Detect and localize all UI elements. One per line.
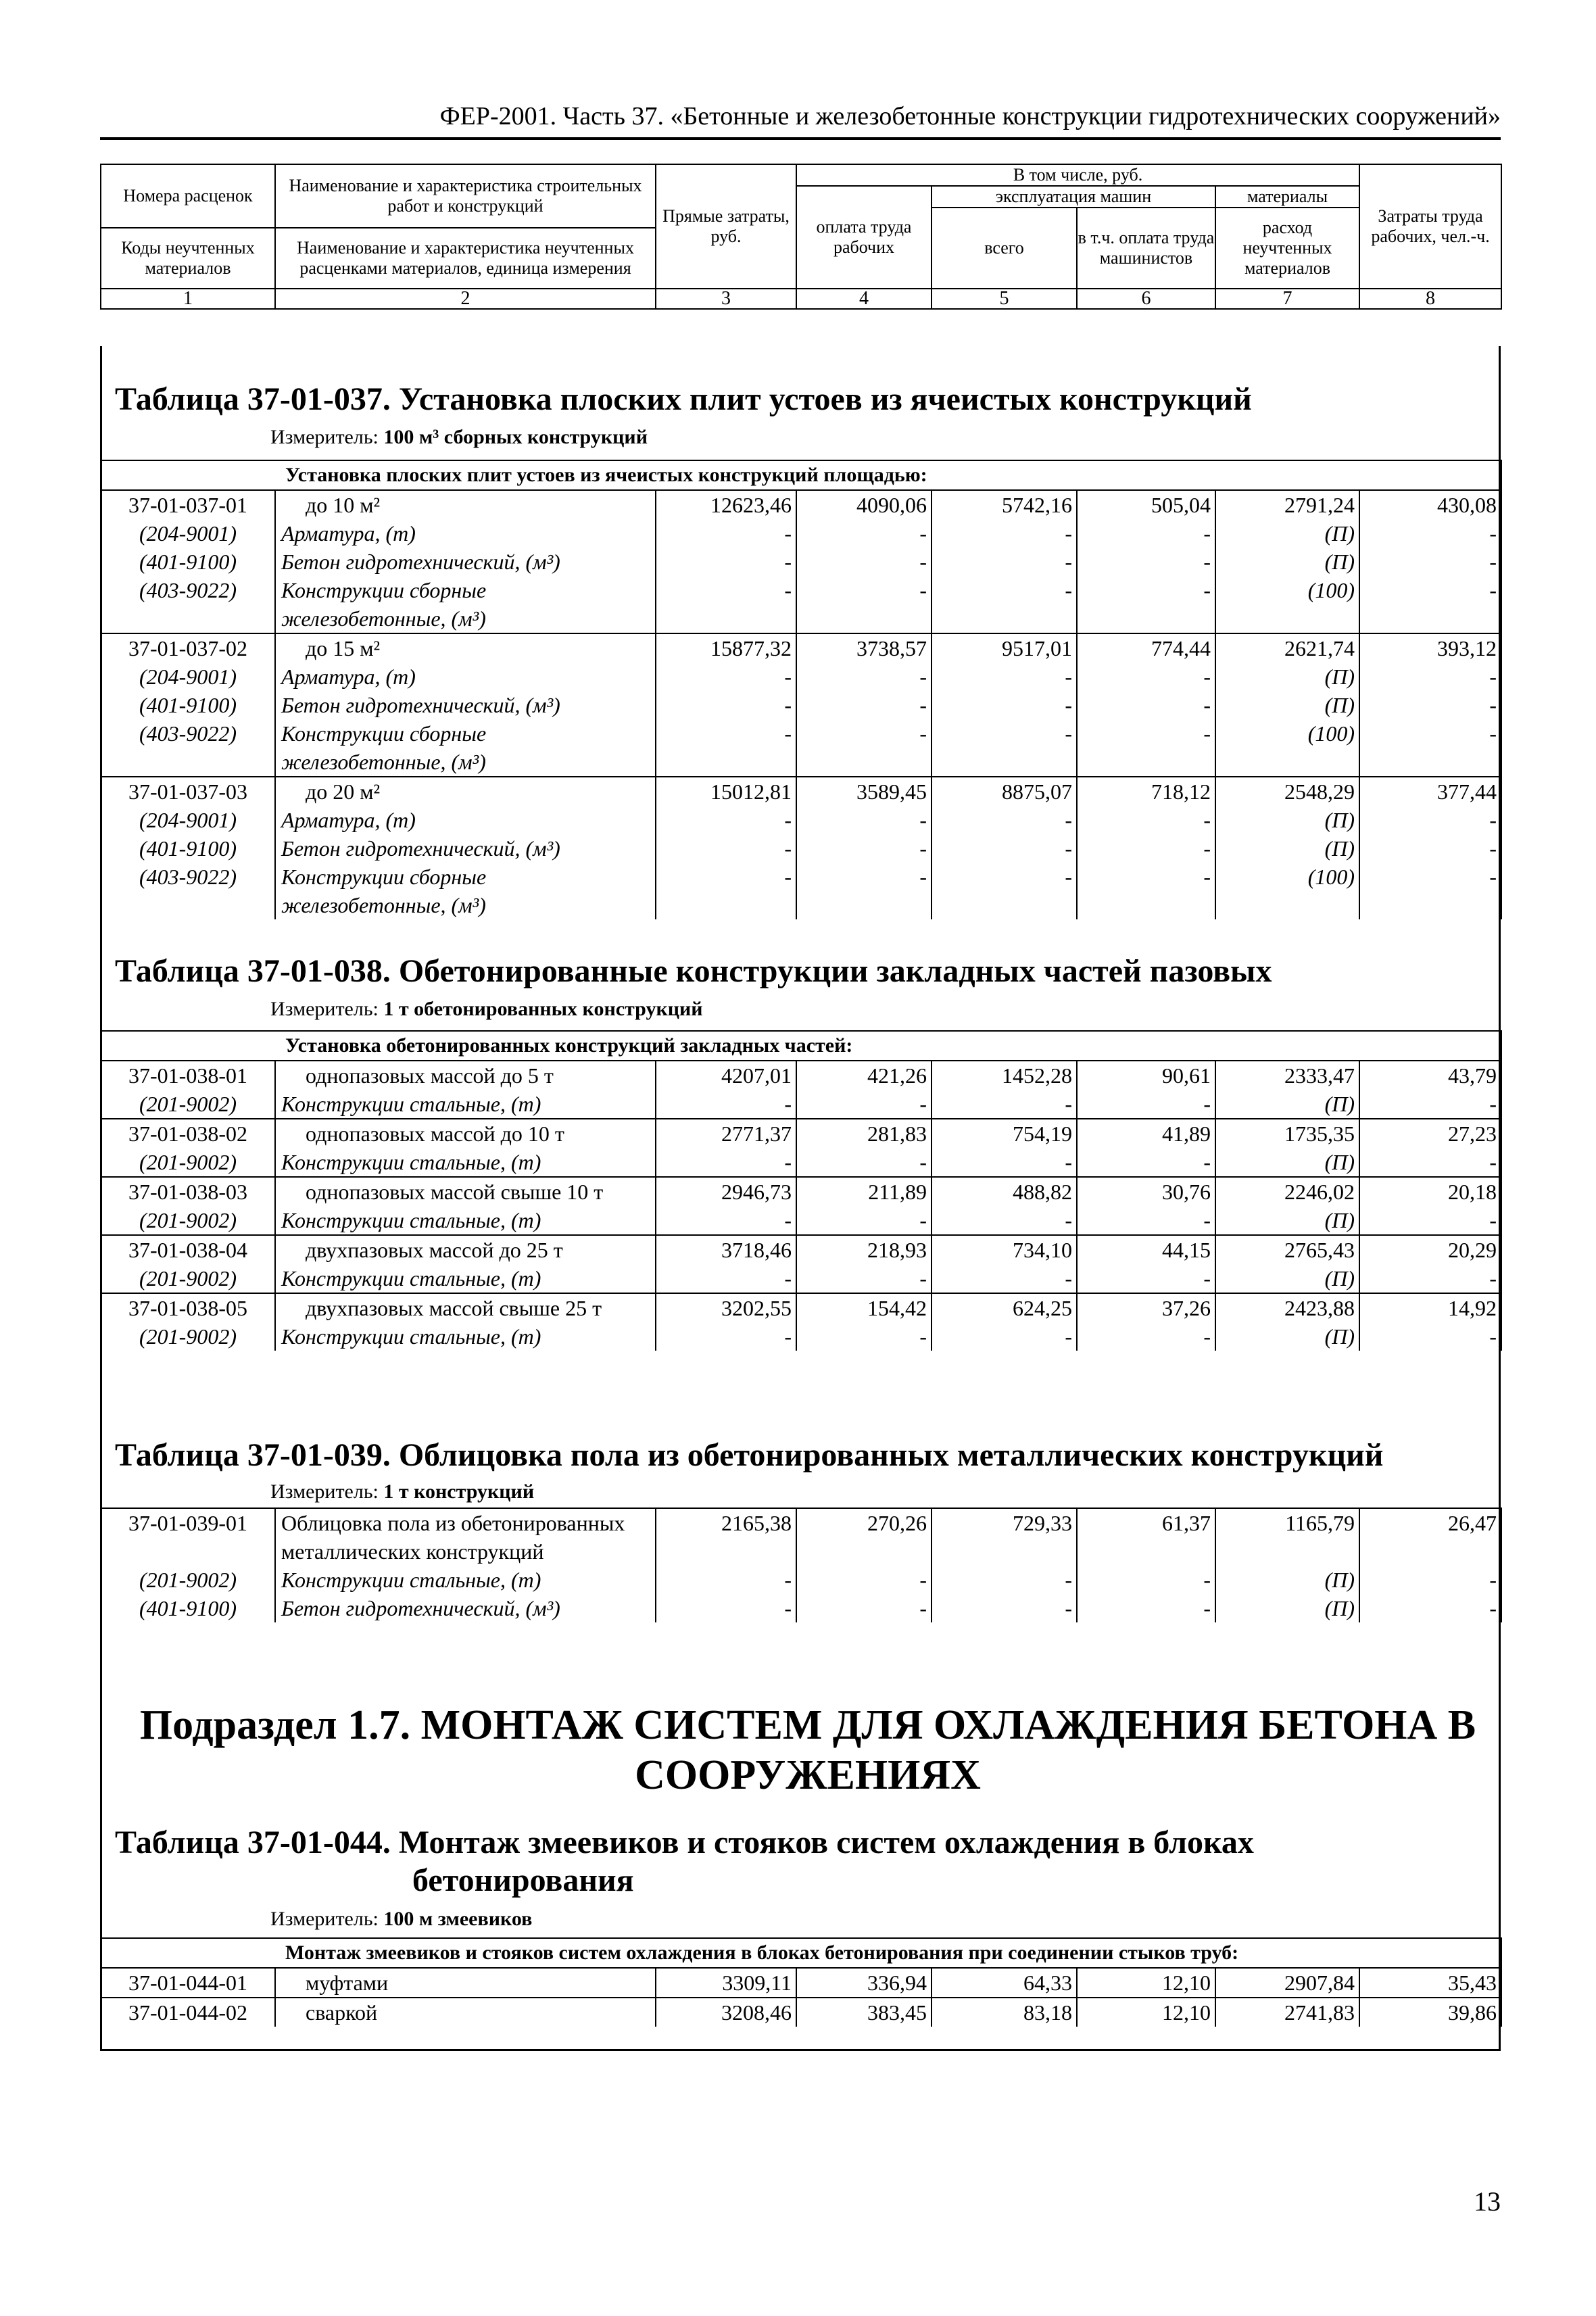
- rate-row: [101, 633, 1501, 662]
- cell-c5: -: [932, 1594, 1077, 1622]
- cell-c5: -: [932, 1090, 1077, 1119]
- cell-name: Конструкции стальные, (т): [275, 1206, 656, 1235]
- header-labor-costs: Затраты труда рабочих, чел.-ч.: [1359, 164, 1501, 289]
- header-rule: [100, 137, 1501, 140]
- cell-c4: 4090,06: [796, 490, 932, 519]
- cell-c8: 430,08: [1359, 490, 1501, 519]
- cell-code: (401-9100): [101, 834, 275, 863]
- col-number: 3: [656, 289, 796, 309]
- cell-c5: -: [932, 548, 1077, 576]
- cell-code: (201-9002): [101, 1322, 275, 1351]
- cell-c8: 14,92: [1359, 1293, 1501, 1322]
- header-wages: оплата труда рабочих: [796, 186, 932, 289]
- cell-c6: -: [1077, 719, 1215, 777]
- col-number: 2: [275, 289, 656, 309]
- cell-c4: 211,89: [796, 1177, 932, 1206]
- running-title: ФЕР-2001. Часть 37. «Бетонные и железобетонные конструкции гидротехнических сооружений»: [439, 102, 1501, 130]
- cell-c3: -: [656, 691, 796, 719]
- cell-c8: -: [1359, 519, 1501, 548]
- header-unaccounted-materials: расход неучтенных материалов: [1215, 208, 1359, 289]
- cell-c6: -: [1077, 548, 1215, 576]
- cell-c4: -: [796, 1206, 932, 1235]
- cell-name: однопазовых массой до 5 т: [275, 1061, 656, 1090]
- cell-c7: 1735,35: [1215, 1119, 1359, 1148]
- cell-c4: -: [796, 519, 932, 548]
- table-044-measure: Измеритель: 100 м змеевиков: [270, 1908, 533, 1930]
- material-row: [101, 691, 1501, 719]
- rate-row: [101, 490, 1501, 519]
- rate-row: [101, 1235, 1501, 1264]
- rate-row: [101, 1061, 1501, 1090]
- cell-code: 37-01-037-03: [101, 777, 275, 806]
- cell-c3: 4207,01: [656, 1061, 796, 1090]
- subsection-line2: СООРУЖЕНИЯХ: [635, 1752, 981, 1798]
- cell-c4: -: [796, 1148, 932, 1177]
- cell-c3: 15012,81: [656, 777, 796, 806]
- cell-name: Арматура, (т): [275, 662, 656, 691]
- cell-c8: -: [1359, 1090, 1501, 1119]
- cell-c7: (П): [1215, 806, 1359, 834]
- cell-c6: -: [1077, 576, 1215, 633]
- cell-c8: 377,44: [1359, 777, 1501, 806]
- cell-c7: 2791,24: [1215, 490, 1359, 519]
- cell-c8: -: [1359, 1594, 1501, 1622]
- material-row: [101, 576, 1501, 633]
- table-039-measure: Измеритель: 1 т конструкций: [270, 1480, 535, 1503]
- cell-c4: -: [796, 863, 932, 919]
- cell-code: (201-9002): [101, 1206, 275, 1235]
- table-044: [100, 1937, 1502, 2027]
- cell-c4: 383,45: [796, 1998, 932, 2027]
- cell-c8: 43,79: [1359, 1061, 1501, 1090]
- cell-c8: 26,47: [1359, 1508, 1501, 1566]
- cell-c5: 624,25: [932, 1293, 1077, 1322]
- col-number: 8: [1359, 289, 1501, 309]
- material-row: [101, 806, 1501, 834]
- cell-c7: (П): [1215, 834, 1359, 863]
- table-038: [100, 1030, 1502, 1351]
- cell-c6: 90,61: [1077, 1061, 1215, 1090]
- header-machines: эксплуатация машин: [932, 186, 1215, 208]
- material-row: [101, 662, 1501, 691]
- cell-c3: -: [656, 662, 796, 691]
- cell-c8: 35,43: [1359, 1968, 1501, 1998]
- cell-c3: -: [656, 519, 796, 548]
- cell-c8: -: [1359, 863, 1501, 919]
- cell-code: (401-9100): [101, 691, 275, 719]
- cell-c3: -: [656, 1264, 796, 1293]
- cell-c7: (П): [1215, 691, 1359, 719]
- cell-c5: -: [932, 719, 1077, 777]
- cell-name: Конструкции сборные железобетонные, (м³): [275, 576, 656, 633]
- cell-c3: -: [656, 1090, 796, 1119]
- material-row: [101, 548, 1501, 576]
- cell-c8: -: [1359, 1148, 1501, 1177]
- cell-name: Конструкции сборные железобетонные, (м³): [275, 863, 656, 919]
- table-caption: Установка обетонированных конструкций закладных частей:: [101, 1031, 1501, 1061]
- cell-name: Конструкции сборные железобетонные, (м³): [275, 719, 656, 777]
- table-038-measure: Измеритель: 1 т обетонированных конструкций: [270, 998, 703, 1020]
- cell-c5: -: [932, 519, 1077, 548]
- cell-c6: 41,89: [1077, 1119, 1215, 1148]
- col-number: 7: [1215, 289, 1359, 309]
- cell-c7: (П): [1215, 1594, 1359, 1622]
- cell-code: 37-01-038-02: [101, 1119, 275, 1148]
- cell-c4: -: [796, 719, 932, 777]
- material-row: [101, 1264, 1501, 1293]
- cell-c4: -: [796, 1594, 932, 1622]
- cell-c7: (П): [1215, 1206, 1359, 1235]
- cell-name: Конструкции стальные, (т): [275, 1566, 656, 1594]
- cell-c8: 20,18: [1359, 1177, 1501, 1206]
- cell-name: до 15 м²: [275, 633, 656, 662]
- cell-c6: -: [1077, 662, 1215, 691]
- cell-c3: 2771,37: [656, 1119, 796, 1148]
- cell-code: (201-9002): [101, 1264, 275, 1293]
- cell-c3: 3309,11: [656, 1968, 796, 1998]
- cell-c6: -: [1077, 863, 1215, 919]
- cell-c7: (П): [1215, 1264, 1359, 1293]
- cell-c6: 44,15: [1077, 1235, 1215, 1264]
- cell-c5: 729,33: [932, 1508, 1077, 1566]
- table-caption: Установка плоских плит устоев из ячеистых конструкций площадью:: [101, 460, 1501, 490]
- cell-name: Бетон гидротехнический, (м³): [275, 1594, 656, 1622]
- cell-code: (201-9002): [101, 1148, 275, 1177]
- header-material-name: Наименование и характеристика неучтенных расценками материалов, единица измерения: [275, 228, 656, 289]
- rate-row: [101, 1968, 1501, 1998]
- cell-c6: -: [1077, 691, 1215, 719]
- cell-c4: 218,93: [796, 1235, 932, 1264]
- cell-c4: -: [796, 1090, 932, 1119]
- cell-c8: 393,12: [1359, 633, 1501, 662]
- cell-c5: -: [932, 1206, 1077, 1235]
- col-number: 6: [1077, 289, 1215, 309]
- cell-c3: -: [656, 1566, 796, 1594]
- rate-row: [101, 1508, 1501, 1566]
- cell-code: (204-9001): [101, 519, 275, 548]
- col-number: 4: [796, 289, 932, 309]
- table-038-title: Таблица 37-01-038. Обетонированные конструкции закладных частей пазовых: [115, 953, 1272, 989]
- cell-c5: 8875,07: [932, 777, 1077, 806]
- cell-c3: -: [656, 1594, 796, 1622]
- cell-c7: (П): [1215, 662, 1359, 691]
- cell-code: (403-9022): [101, 863, 275, 919]
- cell-c3: 3718,46: [656, 1235, 796, 1264]
- cell-c4: 421,26: [796, 1061, 932, 1090]
- cell-name: Арматура, (т): [275, 806, 656, 834]
- header-machinist-wages: в т.ч. оплата труда машинистов: [1077, 208, 1215, 289]
- cell-c6: -: [1077, 1566, 1215, 1594]
- cell-c6: 718,12: [1077, 777, 1215, 806]
- header-materials: материалы: [1215, 186, 1359, 208]
- table-039-title: Таблица 37-01-039. Облицовка пола из обетонированных металлических конструкций: [115, 1437, 1384, 1473]
- cell-c5: -: [932, 1148, 1077, 1177]
- cell-c4: -: [796, 1264, 932, 1293]
- cell-c6: 12,10: [1077, 1968, 1215, 1998]
- col-number: 5: [932, 289, 1077, 309]
- cell-c7: (П): [1215, 548, 1359, 576]
- cell-name: Бетон гидротехнический, (м³): [275, 834, 656, 863]
- cell-c8: -: [1359, 1322, 1501, 1351]
- cell-code: 37-01-038-01: [101, 1061, 275, 1090]
- cell-c7: 2423,88: [1215, 1293, 1359, 1322]
- rate-row: [101, 1998, 1501, 2027]
- rate-row: [101, 1119, 1501, 1148]
- material-row: [101, 1206, 1501, 1235]
- cell-name: однопазовых массой до 10 т: [275, 1119, 656, 1148]
- cell-code: (201-9002): [101, 1566, 275, 1594]
- cell-c6: -: [1077, 1322, 1215, 1351]
- rate-row: [101, 777, 1501, 806]
- cell-c6: 37,26: [1077, 1293, 1215, 1322]
- cell-name: Бетон гидротехнический, (м³): [275, 548, 656, 576]
- cell-code: 37-01-044-01: [101, 1968, 275, 1998]
- cell-c5: -: [932, 863, 1077, 919]
- cell-c3: -: [656, 1322, 796, 1351]
- material-row: [101, 1594, 1501, 1622]
- cell-c3: -: [656, 548, 796, 576]
- cell-c7: 2741,83: [1215, 1998, 1359, 2027]
- cell-c8: -: [1359, 834, 1501, 863]
- material-row: [101, 519, 1501, 548]
- cell-c7: (П): [1215, 1148, 1359, 1177]
- header-machines-total: всего: [932, 208, 1077, 289]
- header-work-name: Наименование и характеристика строительных работ и конструкций: [275, 164, 656, 228]
- header-rate-number: Номера расценок: [101, 164, 275, 228]
- cell-c7: (П): [1215, 1090, 1359, 1119]
- cell-c5: -: [932, 691, 1077, 719]
- cell-c4: -: [796, 576, 932, 633]
- cell-c5: -: [932, 1566, 1077, 1594]
- cell-name: муфтами: [275, 1968, 656, 1998]
- header-including: В том числе, руб.: [796, 164, 1359, 186]
- cell-c8: -: [1359, 1566, 1501, 1594]
- cell-name: Арматура, (т): [275, 519, 656, 548]
- cell-c6: 61,37: [1077, 1508, 1215, 1566]
- cell-c4: -: [796, 691, 932, 719]
- cell-c3: 3208,46: [656, 1998, 796, 2027]
- cell-code: (401-9100): [101, 548, 275, 576]
- cell-c7: (П): [1215, 1322, 1359, 1351]
- cell-c8: -: [1359, 1206, 1501, 1235]
- cell-c3: 2946,73: [656, 1177, 796, 1206]
- cell-c5: -: [932, 1322, 1077, 1351]
- cell-c7: (100): [1215, 576, 1359, 633]
- cell-c8: -: [1359, 806, 1501, 834]
- cell-c4: -: [796, 1566, 932, 1594]
- table-037: [100, 460, 1502, 919]
- cell-c8: -: [1359, 662, 1501, 691]
- cell-c5: 488,82: [932, 1177, 1077, 1206]
- cell-c5: -: [932, 834, 1077, 863]
- cell-c7: 2621,74: [1215, 633, 1359, 662]
- cell-c3: 12623,46: [656, 490, 796, 519]
- cell-c5: 83,18: [932, 1998, 1077, 2027]
- cell-c4: 281,83: [796, 1119, 932, 1148]
- material-row: [101, 1322, 1501, 1351]
- cell-c4: 3589,45: [796, 777, 932, 806]
- cell-c8: 39,86: [1359, 1998, 1501, 2027]
- cell-c6: -: [1077, 1148, 1215, 1177]
- cell-code: 37-01-039-01: [101, 1508, 275, 1566]
- column-header-table: [100, 164, 1502, 310]
- cell-c6: 505,04: [1077, 490, 1215, 519]
- cell-name: Облицовка пола из обетонированных металлических конструкций: [275, 1508, 656, 1566]
- cell-c6: 774,44: [1077, 633, 1215, 662]
- cell-c4: 3738,57: [796, 633, 932, 662]
- cell-name: до 10 м²: [275, 490, 656, 519]
- cell-c6: -: [1077, 806, 1215, 834]
- cell-c4: -: [796, 1322, 932, 1351]
- cell-c5: 734,10: [932, 1235, 1077, 1264]
- cell-c8: -: [1359, 576, 1501, 633]
- cell-c5: -: [932, 576, 1077, 633]
- table-caption: Монтаж змеевиков и стояков систем охлаждения в блоках бетонирования при соединении стыков труб:: [101, 1938, 1501, 1968]
- cell-c5: 9517,01: [932, 633, 1077, 662]
- cell-c8: -: [1359, 719, 1501, 777]
- cell-c3: -: [656, 863, 796, 919]
- cell-name: однопазовых массой свыше 10 т: [275, 1177, 656, 1206]
- cell-code: (201-9002): [101, 1090, 275, 1119]
- cell-c4: -: [796, 834, 932, 863]
- rate-row: [101, 1177, 1501, 1206]
- cell-c5: 754,19: [932, 1119, 1077, 1148]
- cell-c5: -: [932, 1264, 1077, 1293]
- table-037-measure: Измеритель: 100 м³ сборных конструкций: [270, 426, 648, 448]
- table-044-title: Таблица 37-01-044. Монтаж змеевиков и стояков систем охлаждения в блоках бетонирования: [115, 1825, 1254, 1898]
- material-row: [101, 1148, 1501, 1177]
- cell-name: до 20 м²: [275, 777, 656, 806]
- col-number: 1: [101, 289, 275, 309]
- cell-c3: -: [656, 806, 796, 834]
- cell-c6: -: [1077, 519, 1215, 548]
- cell-c7: 1165,79: [1215, 1508, 1359, 1566]
- material-row: [101, 863, 1501, 919]
- cell-c8: -: [1359, 691, 1501, 719]
- material-row: [101, 1566, 1501, 1594]
- page-number: 13: [1474, 2186, 1501, 2217]
- cell-c3: 2165,38: [656, 1508, 796, 1566]
- cell-name: Конструкции стальные, (т): [275, 1090, 656, 1119]
- cell-c8: 27,23: [1359, 1119, 1501, 1148]
- cell-c5: -: [932, 806, 1077, 834]
- cell-name: Конструкции стальные, (т): [275, 1264, 656, 1293]
- cell-c7: 2765,43: [1215, 1235, 1359, 1264]
- cell-c8: -: [1359, 548, 1501, 576]
- material-row: [101, 719, 1501, 777]
- cell-code: (403-9022): [101, 576, 275, 633]
- cell-c4: -: [796, 548, 932, 576]
- cell-code: 37-01-038-05: [101, 1293, 275, 1322]
- cell-c7: 2907,84: [1215, 1968, 1359, 1998]
- cell-c3: -: [656, 719, 796, 777]
- cell-c5: 64,33: [932, 1968, 1077, 1998]
- cell-name: Конструкции стальные, (т): [275, 1322, 656, 1351]
- cell-name: двухпазовых массой до 25 т: [275, 1235, 656, 1264]
- cell-c4: 336,94: [796, 1968, 932, 1998]
- cell-code: (204-9001): [101, 806, 275, 834]
- header-direct-costs: Прямые затраты, руб.: [656, 164, 796, 289]
- cell-c5: -: [932, 662, 1077, 691]
- cell-c3: -: [656, 1148, 796, 1177]
- cell-name: сваркой: [275, 1998, 656, 2027]
- cell-c6: -: [1077, 834, 1215, 863]
- cell-c5: 5742,16: [932, 490, 1077, 519]
- cell-c7: (П): [1215, 519, 1359, 548]
- cell-code: (403-9022): [101, 719, 275, 777]
- cell-c8: -: [1359, 1264, 1501, 1293]
- cell-c5: 1452,28: [932, 1061, 1077, 1090]
- header-material-codes: Коды неучтенных материалов: [101, 228, 275, 289]
- cell-c3: 3202,55: [656, 1293, 796, 1322]
- cell-c3: -: [656, 1206, 796, 1235]
- cell-code: 37-01-037-01: [101, 490, 275, 519]
- cell-c4: -: [796, 662, 932, 691]
- cell-c7: 2548,29: [1215, 777, 1359, 806]
- cell-name: двухпазовых массой свыше 25 т: [275, 1293, 656, 1322]
- cell-code: 37-01-038-04: [101, 1235, 275, 1264]
- cell-c7: 2246,02: [1215, 1177, 1359, 1206]
- cell-name: Бетон гидротехнический, (м³): [275, 691, 656, 719]
- cell-c7: (П): [1215, 1566, 1359, 1594]
- cell-c3: -: [656, 576, 796, 633]
- material-row: [101, 1090, 1501, 1119]
- cell-c4: -: [796, 806, 932, 834]
- cell-c7: 2333,47: [1215, 1061, 1359, 1090]
- cell-name: Конструкции стальные, (т): [275, 1148, 656, 1177]
- material-row: [101, 834, 1501, 863]
- cell-c6: -: [1077, 1594, 1215, 1622]
- rate-row: [101, 1293, 1501, 1322]
- cell-c3: 15877,32: [656, 633, 796, 662]
- cell-code: (401-9100): [101, 1594, 275, 1622]
- cell-c6: 12,10: [1077, 1998, 1215, 2027]
- cell-c6: -: [1077, 1090, 1215, 1119]
- cell-c6: -: [1077, 1206, 1215, 1235]
- cell-code: 37-01-044-02: [101, 1998, 275, 2027]
- table-039: [100, 1507, 1502, 1622]
- cell-code: 37-01-038-03: [101, 1177, 275, 1206]
- subsection-line1: Подраздел 1.7. МОНТАЖ СИСТЕМ ДЛЯ ОХЛАЖДЕНИЯ БЕТОНА В: [139, 1702, 1476, 1748]
- cell-code: 37-01-037-02: [101, 633, 275, 662]
- cell-code: (204-9001): [101, 662, 275, 691]
- cell-c3: -: [656, 834, 796, 863]
- cell-c6: 30,76: [1077, 1177, 1215, 1206]
- table-037-title: Таблица 37-01-037. Установка плоских плит устоев из ячеистых конструкций: [115, 381, 1252, 417]
- cell-c6: -: [1077, 1264, 1215, 1293]
- cell-c7: (100): [1215, 863, 1359, 919]
- subsection-heading: [115, 1700, 1501, 1800]
- cell-c8: 20,29: [1359, 1235, 1501, 1264]
- cell-c4: 154,42: [796, 1293, 932, 1322]
- cell-c7: (100): [1215, 719, 1359, 777]
- cell-c4: 270,26: [796, 1508, 932, 1566]
